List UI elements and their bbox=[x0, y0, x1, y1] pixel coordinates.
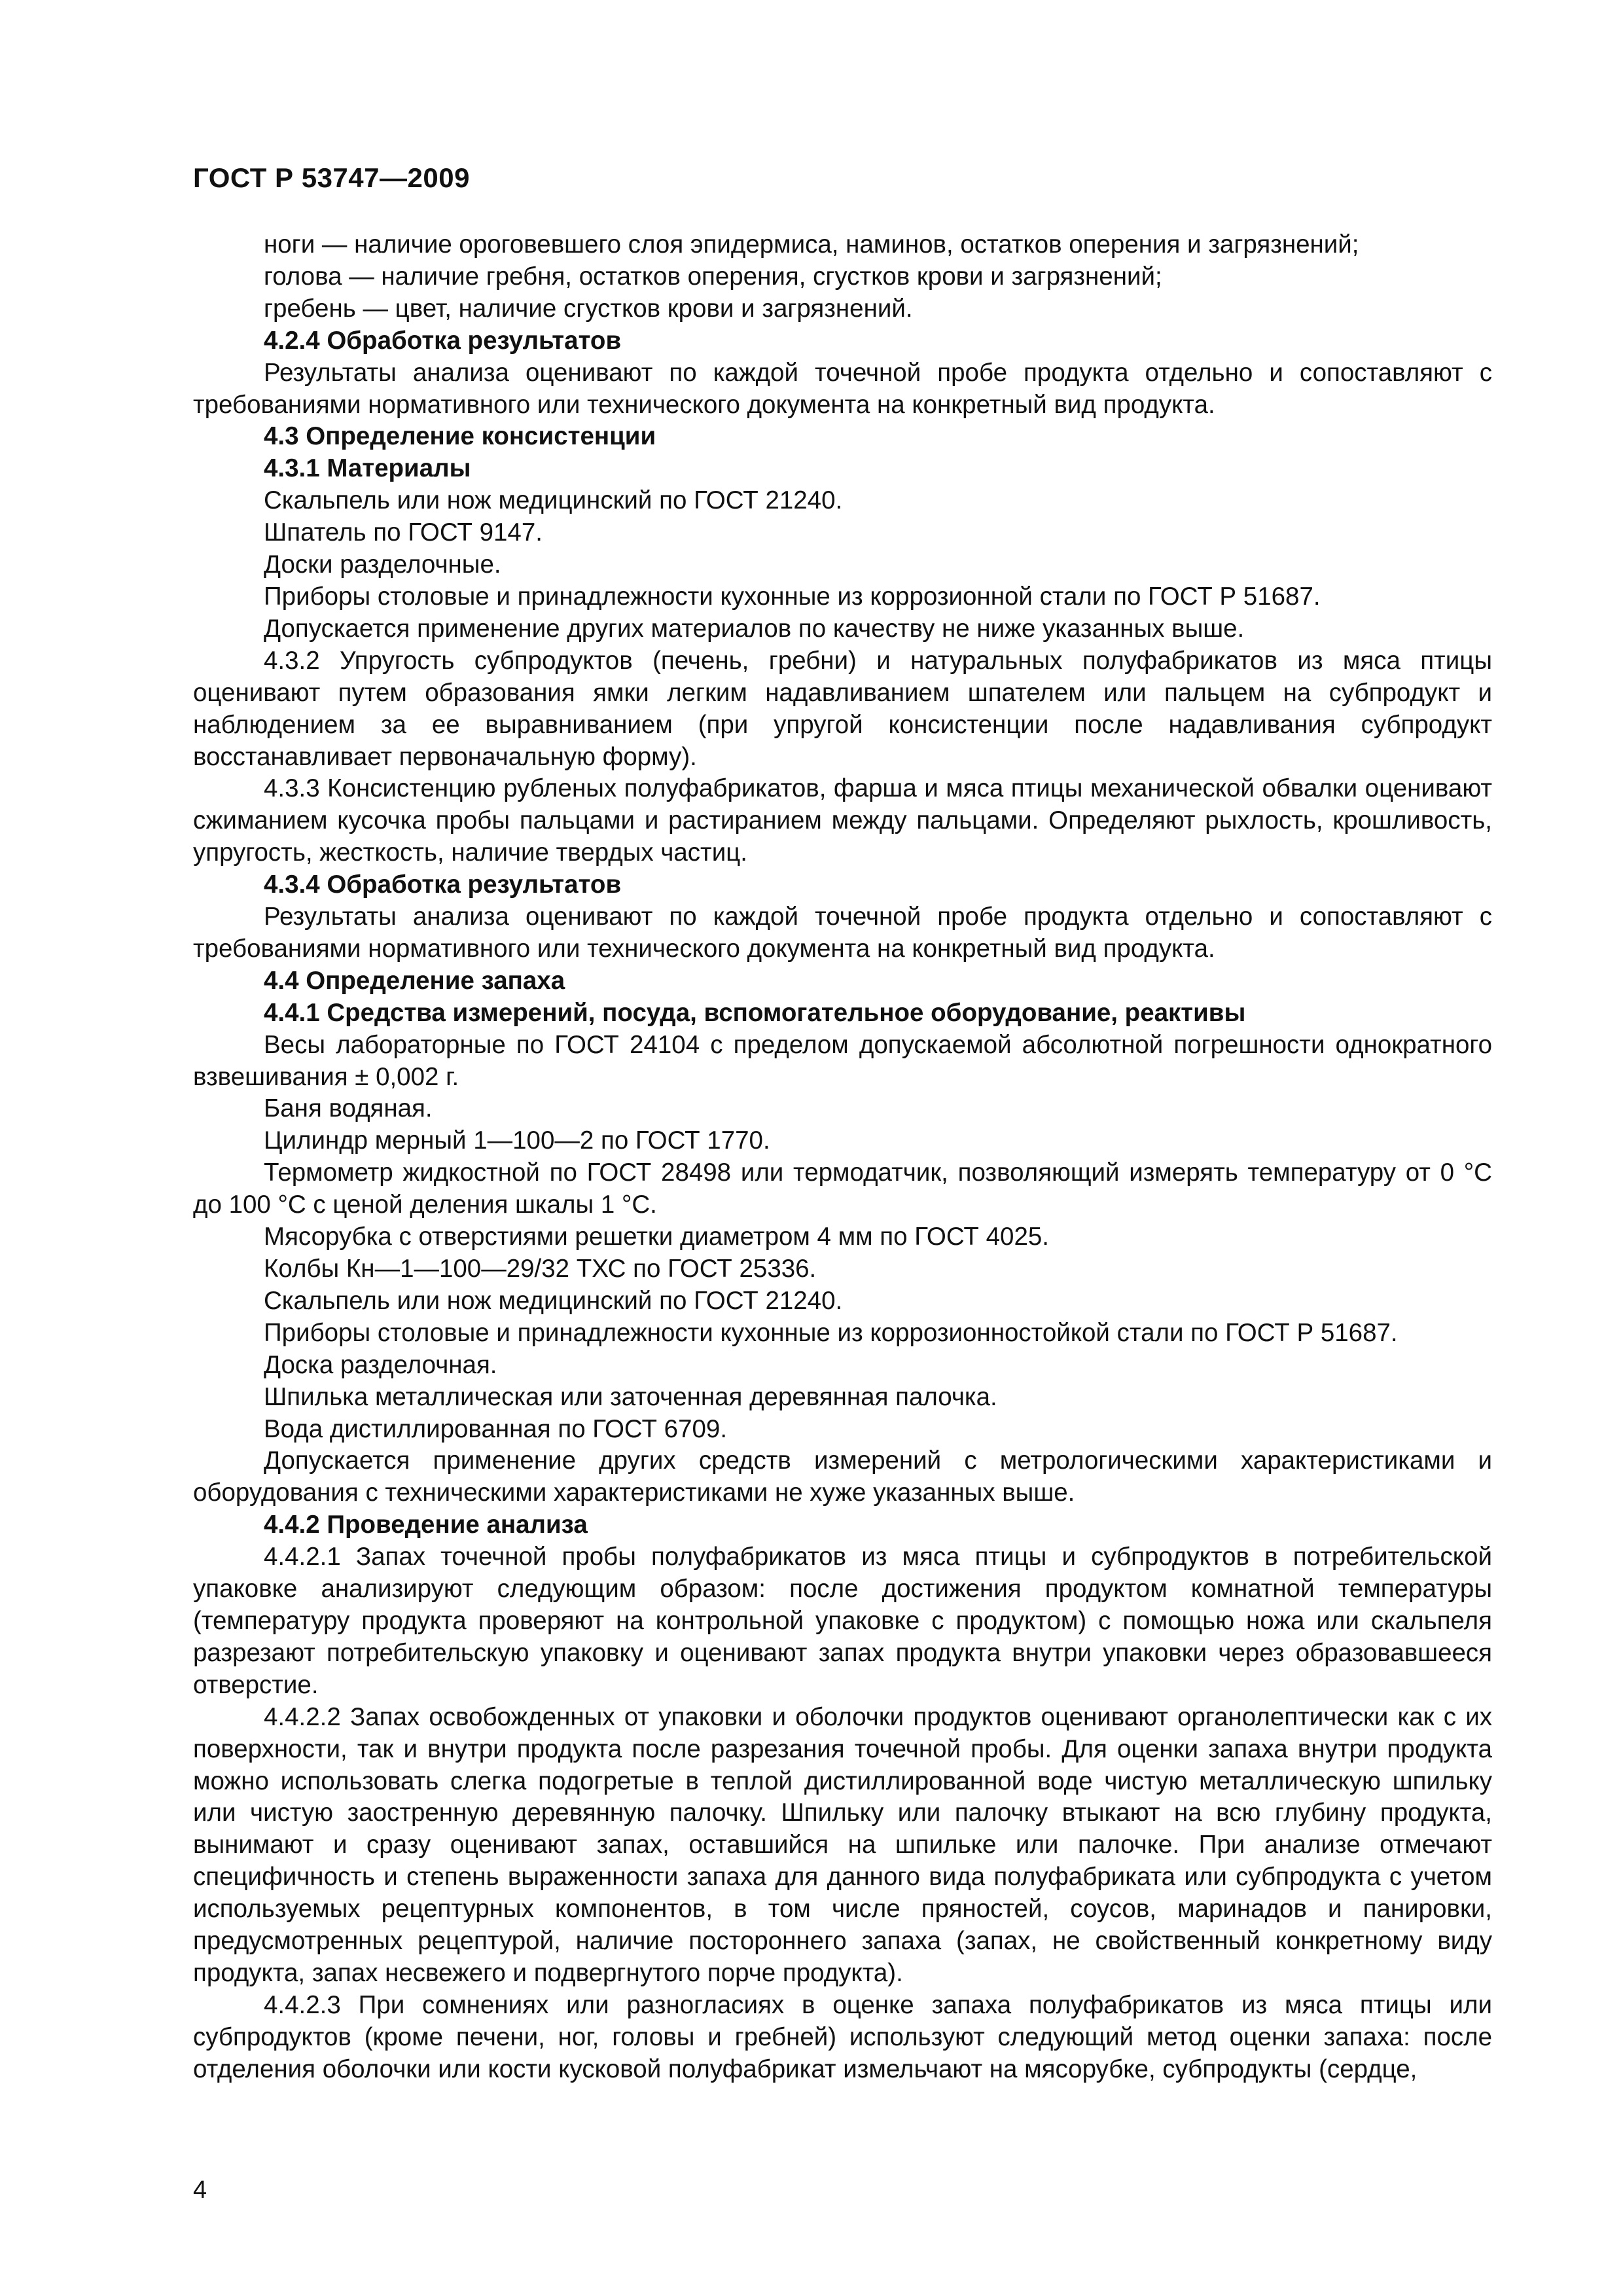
paragraph: Результаты анализа оценивают по каждой точечной пробе продукта отдельно и сопоставляют с требованиями нормативного или технического документа на конкретный вид продукта. bbox=[193, 903, 1492, 963]
paragraph: Весы лабораторные по ГОСТ 24104 с пределом допускаемой абсолютной погрешности однократного взвешивания ± 0,002 г. bbox=[193, 1030, 1492, 1091]
paragraph: Баня водяная. bbox=[264, 1094, 433, 1123]
paragraph: Скальпель или нож медицинский по ГОСТ 21240. bbox=[264, 1286, 843, 1315]
paragraph: Скальпель или нож медицинский по ГОСТ 21240. bbox=[264, 486, 843, 515]
paragraph: Шпатель по ГОСТ 9147. bbox=[264, 518, 543, 547]
section-heading: 4.4 Определение запаха bbox=[264, 966, 565, 995]
paragraph: голова — наличие гребня, остатков оперения, сгустков крови и загрязнений; bbox=[264, 262, 1162, 291]
paragraph: 4.4.2.2 Запах освобожденных от упаковки и оболочки продуктов оценивают органолептически как с их поверхности, так и внутри продукта после разрезания точечной пробы. Для оценки запаха внутри продукта можно использовать слегка подогретые в теплой дистиллированной воде чистую металлическую шпильку или чистую заостренную деревянную палочку. Шпильку или палочку втыкают на всю глубину продукта, вынимают и сразу оценивают запах, оставшийся на шпильке или палочке. При анализе отмечают специфичность и степень выраженности запаха для данного вида полуфабриката или субпродукта с учетом используемых рецептурных компонентов, в том числе пряностей, соусов, маринадов и панировки, предусмотренных рецептурой, наличие постороннего запаха (запах, не свойственный конкретному виду продукта, запах несвежего и подвергнутого порче продукта). bbox=[193, 1702, 1492, 1987]
paragraph: 4.3.2 Упругость субпродуктов (печень, гребни) и натуральных полуфабрикатов из мяса птицы оценивают путем образования ямки легким надавливанием шпателем или пальцем на субпродукт и наблюдением за ее выравниванием (при упругой консистенции после надавливания субпродукт восстанавливает первоначальную форму). bbox=[193, 646, 1492, 771]
paragraph: Результаты анализа оценивают по каждой точечной пробе продукта отдельно и сопоставляют с требованиями нормативного или технического документа на конкретный вид продукта. bbox=[193, 358, 1492, 419]
section-heading: 4.2.4 Обработка результатов bbox=[264, 326, 622, 355]
paragraph: 4.4.2.1 Запах точечной пробы полуфабрикатов из мяса птицы и субпродуктов в потребительской упаковке анализируют следующим образом: после достижения продуктом комнатной температуры (температуру продукта проверяют на контрольной упаковке с продуктом) с помощью ножа или скальпеля разрезают потребительскую упаковку и оценивают запах продукта внутри упаковки через образовавшееся отверстие. bbox=[193, 1543, 1492, 1699]
paragraph: Доски разделочные. bbox=[264, 550, 501, 579]
paragraph: гребень — цвет, наличие сгустков крови и загрязнений. bbox=[264, 294, 913, 323]
paragraph: Цилиндр мерный 1—100—2 по ГОСТ 1770. bbox=[264, 1126, 770, 1155]
paragraph: Шпилька металлическая или заточенная деревянная палочка. bbox=[264, 1382, 997, 1411]
paragraph: Допускается применение других материалов по качеству не ниже указанных выше. bbox=[264, 614, 1245, 643]
paragraph: ноги — наличие ороговевшего слоя эпидермиса, наминов, остатков оперения и загрязнений; bbox=[264, 230, 1359, 259]
document-header: ГОСТ Р 53747—2009 bbox=[193, 162, 470, 193]
section-heading: 4.3.1 Материалы bbox=[264, 454, 471, 483]
paragraph: Приборы столовые и принадлежности кухонные из коррозионной стали по ГОСТ Р 51687. bbox=[264, 582, 1321, 611]
section-heading: 4.3 Определение консистенции bbox=[264, 422, 656, 451]
paragraph: Термометр жидкостной по ГОСТ 28498 или термодатчик, позволяющий измерять температуру от 0 °С до 100 °С с ценой деления шкалы 1 °С. bbox=[193, 1158, 1492, 1219]
document-body bbox=[193, 229, 1492, 2086]
paragraph: Допускается применение других средств измерений с метрологическими характеристиками и оборудования с техническими характеристиками не хуже указанных выше. bbox=[193, 1446, 1492, 1507]
paragraph: Приборы столовые и принадлежности кухонные из коррозионностойкой стали по ГОСТ Р 51687. bbox=[264, 1318, 1398, 1347]
paragraph: 4.3.3 Консистенцию рубленых полуфабрикатов, фарша и мяса птицы механической обвалки оценивают сжиманием кусочка пробы пальцами и растиранием между пальцами. Определяют рыхлость, крошливость, упругость, жесткость, наличие твердых частиц. bbox=[193, 774, 1492, 867]
section-heading: 4.4.2 Проведение анализа bbox=[264, 1511, 588, 1539]
paragraph: Доска разделочная. bbox=[264, 1350, 497, 1379]
paragraph: Мясорубка с отверстиями решетки диаметром 4 мм по ГОСТ 4025. bbox=[264, 1223, 1049, 1251]
section-heading: 4.3.4 Обработка результатов bbox=[264, 870, 622, 899]
paragraph: Колбы Кн—1—100—29/32 ТХС по ГОСТ 25336. bbox=[264, 1255, 817, 1283]
section-heading: 4.4.1 Средства измерений, посуда, вспомогательное оборудование, реактивы bbox=[264, 998, 1246, 1027]
paragraph: 4.4.2.3 При сомнениях или разногласиях в оценке запаха полуфабрикатов из мяса птицы или субпродуктов (кроме печени, ног, головы и гребней) используют следующий метод оценки запаха: после отделения оболочки или кости кусковой полуфабрикат измельчают на мясорубке, субпродукты (сердце, bbox=[193, 1990, 1492, 2083]
paragraph: Вода дистиллированная по ГОСТ 6709. bbox=[264, 1414, 728, 1443]
page-number: 4 bbox=[193, 2176, 207, 2204]
